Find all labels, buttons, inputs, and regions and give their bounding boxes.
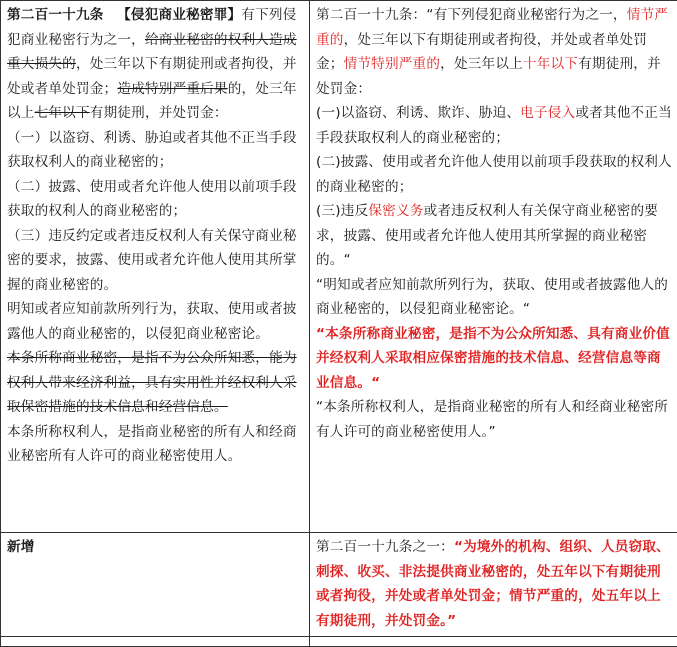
new-addition-label-cell (1, 533, 310, 636)
new-item-text: 或者其他不正当手段获取权利人的商业秘密的； (316, 105, 672, 146)
old-deleted-text: 七年以下 (34, 105, 90, 121)
new-item-text: (一)以盗窃、利诱、欺诈、胁迫、 (316, 105, 521, 121)
new-amended-text: 情节严重的 (316, 7, 669, 48)
table-row (1, 636, 677, 646)
new-article-content: “为境外的机构、组织、人员窃取、刺探、收买、非法提供商业秘密的，处五年以下有期徒刑或者拘役，并处或者单处罚金；情节严重的，处五年以上有期徒刑，并处罚金。” (316, 539, 670, 629)
new-item-text: (三)违反 (316, 203, 369, 219)
new-lead-text: ，处三年以下有期徒刑或者拘役，并处或者单处罚金； (316, 31, 648, 72)
empty-cell (310, 636, 677, 646)
new-paragraph-owner: “本条所称权利人，是指商业秘密的所有人和经商业秘密所有人许可的商业秘密使用人。” (316, 399, 669, 440)
old-item-1: （一）以盗窃、利诱、胁迫或者其他不正当手段获取权利人的商业秘密的； (7, 129, 297, 170)
old-item-2: （二）披露、使用或者允许他人使用以前项手段获取的权利人的商业秘密的； (7, 178, 297, 219)
new-article-219-1 (316, 535, 673, 633)
table-row (1, 1, 677, 533)
new-law-cell (310, 1, 677, 533)
new-item-1 (316, 101, 673, 150)
new-item-3 (316, 199, 673, 273)
new-amended-text: 电子侵入 (520, 105, 576, 121)
old-crime-name: 【侵犯商业秘密罪】 (117, 7, 242, 23)
new-lead-text: 有期徒刑，并处罚金： (316, 56, 661, 97)
new-paragraph-knowing: “明知或者应知前款所列行为，获取、使用或者披露他人的商业秘密的，以侵犯商业秘密论。“ (316, 276, 669, 317)
old-lead-text: 有期徒刑，并处罚金： (89, 105, 228, 121)
old-article-paragraph (7, 3, 303, 126)
old-deleted-text: 造成特别严重后果 (117, 80, 228, 97)
new-amended-text: 情节特别严重的 (343, 56, 441, 72)
old-lead-text: ，处三年以下有期徒刑或者拘役，并处或者单处罚金； (7, 56, 297, 97)
new-amended-text: 十年以下 (522, 56, 579, 72)
old-paragraph-knowing: 明知或者应知前款所列行为，获取、使用或者披露他人的商业秘密的，以侵犯商业秘密论。 (7, 301, 297, 342)
old-paragraph-definition-deleted: 本条所称商业秘密，是指不为公众所知悉，能为权利人带来经济利益，具有实用性并经权利人采取保密措施的技术信息和经营信息。 (7, 350, 297, 415)
old-lead-text: 的，处三年以上 (7, 80, 297, 121)
old-paragraph-owner: 本条所称权利人，是指商业秘密的所有人和经商业秘密所有人许可的商业秘密使用人。 (7, 423, 297, 464)
new-article-paragraph (316, 3, 673, 101)
empty-cell (1, 636, 310, 646)
new-addition-label: 新增 (7, 539, 35, 556)
new-item-2: (二)披露、使用或者允许他人使用以前项手段获取的权利人的商业秘密的； (316, 154, 672, 195)
old-law-cell (1, 1, 310, 533)
new-amended-text: 保密义务 (368, 203, 424, 219)
new-article-number: 第二百一十九条之一： (316, 539, 454, 556)
old-article-number: 第二百一十九条 (7, 7, 104, 23)
new-lead-text: 第二百一十九条：“有下列侵犯商业秘密行为之一， (316, 7, 627, 23)
old-deleted-text: 给商业秘密的权利人造成重大损失的 (7, 31, 297, 72)
new-item-text: 或者违反权利人有关保守商业秘密的要求，披露、使用或者允许他人使用其所掌握的商业秘密的。“ (316, 203, 659, 268)
new-article-cell (310, 533, 677, 636)
new-lead-text: ，处三年以上 (440, 56, 523, 72)
old-item-3: （三）违反约定或者违反权利人有关保守商业秘密的要求，披露、使用或者允许他人使用其所掌握的商业秘密的。 (7, 227, 297, 293)
old-lead-text: 有下列侵犯商业秘密行为之一， (7, 7, 297, 48)
table-row (1, 533, 677, 636)
new-paragraph-definition: “本条所称商业秘密，是指不为公众所知悉、具有商业价值并经权利人采取相应保密措施的技术信息、经营信息等商业信息。“ (316, 325, 670, 391)
